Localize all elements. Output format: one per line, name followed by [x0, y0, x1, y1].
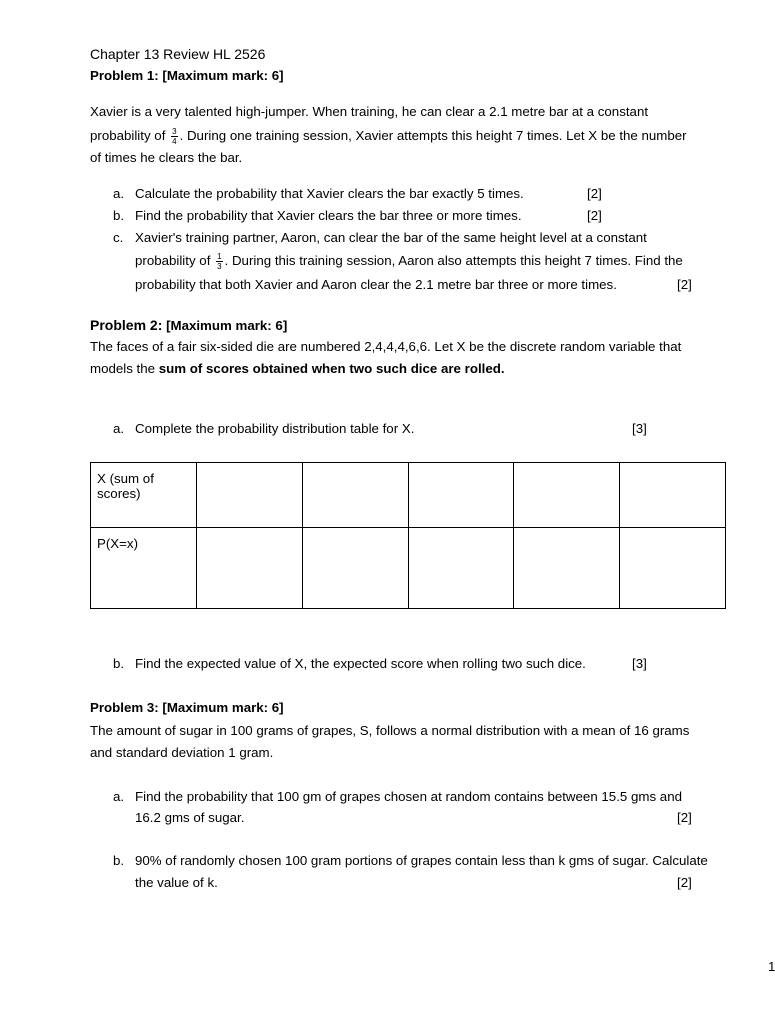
problem3-part-b-mark: [2]	[677, 875, 692, 890]
problem3-heading-label: Problem 3:	[90, 700, 159, 715]
part-label: a.	[113, 421, 125, 436]
problem3-part-b-line2: the value of k.	[135, 875, 218, 890]
problem2-intro-line2	[90, 361, 505, 376]
part-label: a.	[113, 789, 125, 804]
part-text-line1: Xavier's training partner, Aaron, can clear the bar of the same height level at a constant	[135, 230, 647, 245]
problem1-part-c-line2	[135, 252, 683, 271]
problem2-heading-label: Problem 2:	[90, 317, 163, 333]
table-header-x	[91, 463, 197, 528]
problem1-intro-line2-pre: probability of	[90, 128, 166, 144]
problem1-part-c-mark: [2]	[677, 277, 692, 292]
page-number: 1	[768, 959, 775, 974]
part-label: b.	[113, 208, 125, 223]
table-header-probability: P(X=x)	[91, 528, 197, 609]
problem3-heading-mark: [Maximum mark: 6]	[162, 700, 284, 715]
part-label: b.	[113, 656, 125, 671]
probability-distribution-table	[90, 462, 726, 609]
problem1-part-b-mark: [2]	[587, 208, 602, 223]
table-cell-blank[interactable]	[196, 463, 302, 528]
table-row-probabilities	[91, 528, 726, 609]
fraction-denominator: 4	[172, 137, 177, 146]
fraction-numerator: 1	[217, 252, 222, 261]
table-cell-blank[interactable]	[302, 528, 408, 609]
problem1-intro-line1: Xavier is a very talented high-jumper. When training, he can clear a 2.1 metre bar at a constant	[90, 104, 649, 119]
problem2-part-a-mark: [3]	[632, 421, 647, 436]
problem1-probability-fraction	[171, 127, 177, 146]
part-label: a.	[113, 186, 125, 201]
table-cell-blank[interactable]	[514, 528, 620, 609]
part-label: c.	[113, 230, 124, 245]
part-c-line2-pre: probability of	[135, 253, 211, 269]
problem1-part-c-line3: probability that both Xavier and Aaron clear the 2.1 metre bar three or more times.	[135, 277, 617, 292]
table-cell-blank[interactable]	[620, 463, 726, 528]
problem1-aaron-fraction	[216, 252, 222, 271]
problem1-part-a-mark: [2]	[587, 186, 602, 201]
problem2-heading	[90, 317, 287, 333]
table-header-x-line2: scores)	[97, 486, 141, 501]
part-text: Find the expected value of X, the expected score when rolling two such dice.	[135, 656, 586, 671]
table-cell-blank[interactable]	[620, 528, 726, 609]
problem2-intro-line1: The faces of a fair six-sided die are numbered 2,4,4,4,6,6. Let X be the discrete random variable that	[90, 339, 682, 354]
table-cell-blank[interactable]	[408, 528, 514, 609]
problem2-part-b-mark: [3]	[632, 656, 647, 671]
problem2-heading-mark: [Maximum mark: 6]	[166, 318, 288, 333]
problem1-heading-mark: [Maximum mark: 6]	[162, 68, 284, 83]
problem1-intro-line2-post: . During one training session, Xavier attempts this height 7 times. Let X be the number	[179, 128, 687, 144]
problem1-intro-line3: of times he clears the bar.	[90, 150, 243, 165]
table-header-x-line1: X (sum of	[97, 471, 154, 486]
part-label: b.	[113, 853, 125, 868]
problem3-part-a-mark: [2]	[677, 810, 692, 825]
problem1-heading-label: Problem 1:	[90, 68, 159, 83]
document-title: Chapter 13 Review HL 2526	[90, 46, 266, 62]
table-cell-blank[interactable]	[302, 463, 408, 528]
part-text: Calculate the probability that Xavier clears the bar exactly 5 times.	[135, 186, 524, 201]
problem2-intro-line2-bold: sum of scores obtained when two such dice are rolled.	[158, 361, 505, 376]
fraction-denominator: 3	[217, 262, 222, 271]
problem3-part-a-line2: 16.2 gms of sugar.	[135, 810, 245, 825]
table-row-x-values	[91, 463, 726, 528]
part-text-line1: Find the probability that 100 gm of grapes chosen at random contains between 15.5 gms and	[135, 789, 682, 804]
problem3-intro-line1: The amount of sugar in 100 grams of grapes, S, follows a normal distribution with a mean of 16 grams	[90, 723, 690, 738]
fraction-numerator: 3	[172, 127, 177, 136]
problem3-heading	[90, 700, 284, 715]
table-cell-blank[interactable]	[196, 528, 302, 609]
part-text-line1: 90% of randomly chosen 100 gram portions of grapes contain less than k gms of sugar. Calculate	[135, 853, 708, 868]
table-cell-blank[interactable]	[514, 463, 620, 528]
part-c-line2-post: . During this training session, Aaron also attempts this height 7 times. Find the	[224, 253, 683, 269]
problem3-intro-line2: and standard deviation 1 gram.	[90, 745, 274, 760]
problem1-heading	[90, 68, 284, 83]
problem2-intro-line2-pre: models the	[90, 361, 159, 376]
part-text: Find the probability that Xavier clears the bar three or more times.	[135, 208, 522, 223]
part-text: Complete the probability distribution table for X.	[135, 421, 415, 436]
problem1-intro-line2	[90, 127, 687, 146]
table-cell-blank[interactable]	[408, 463, 514, 528]
